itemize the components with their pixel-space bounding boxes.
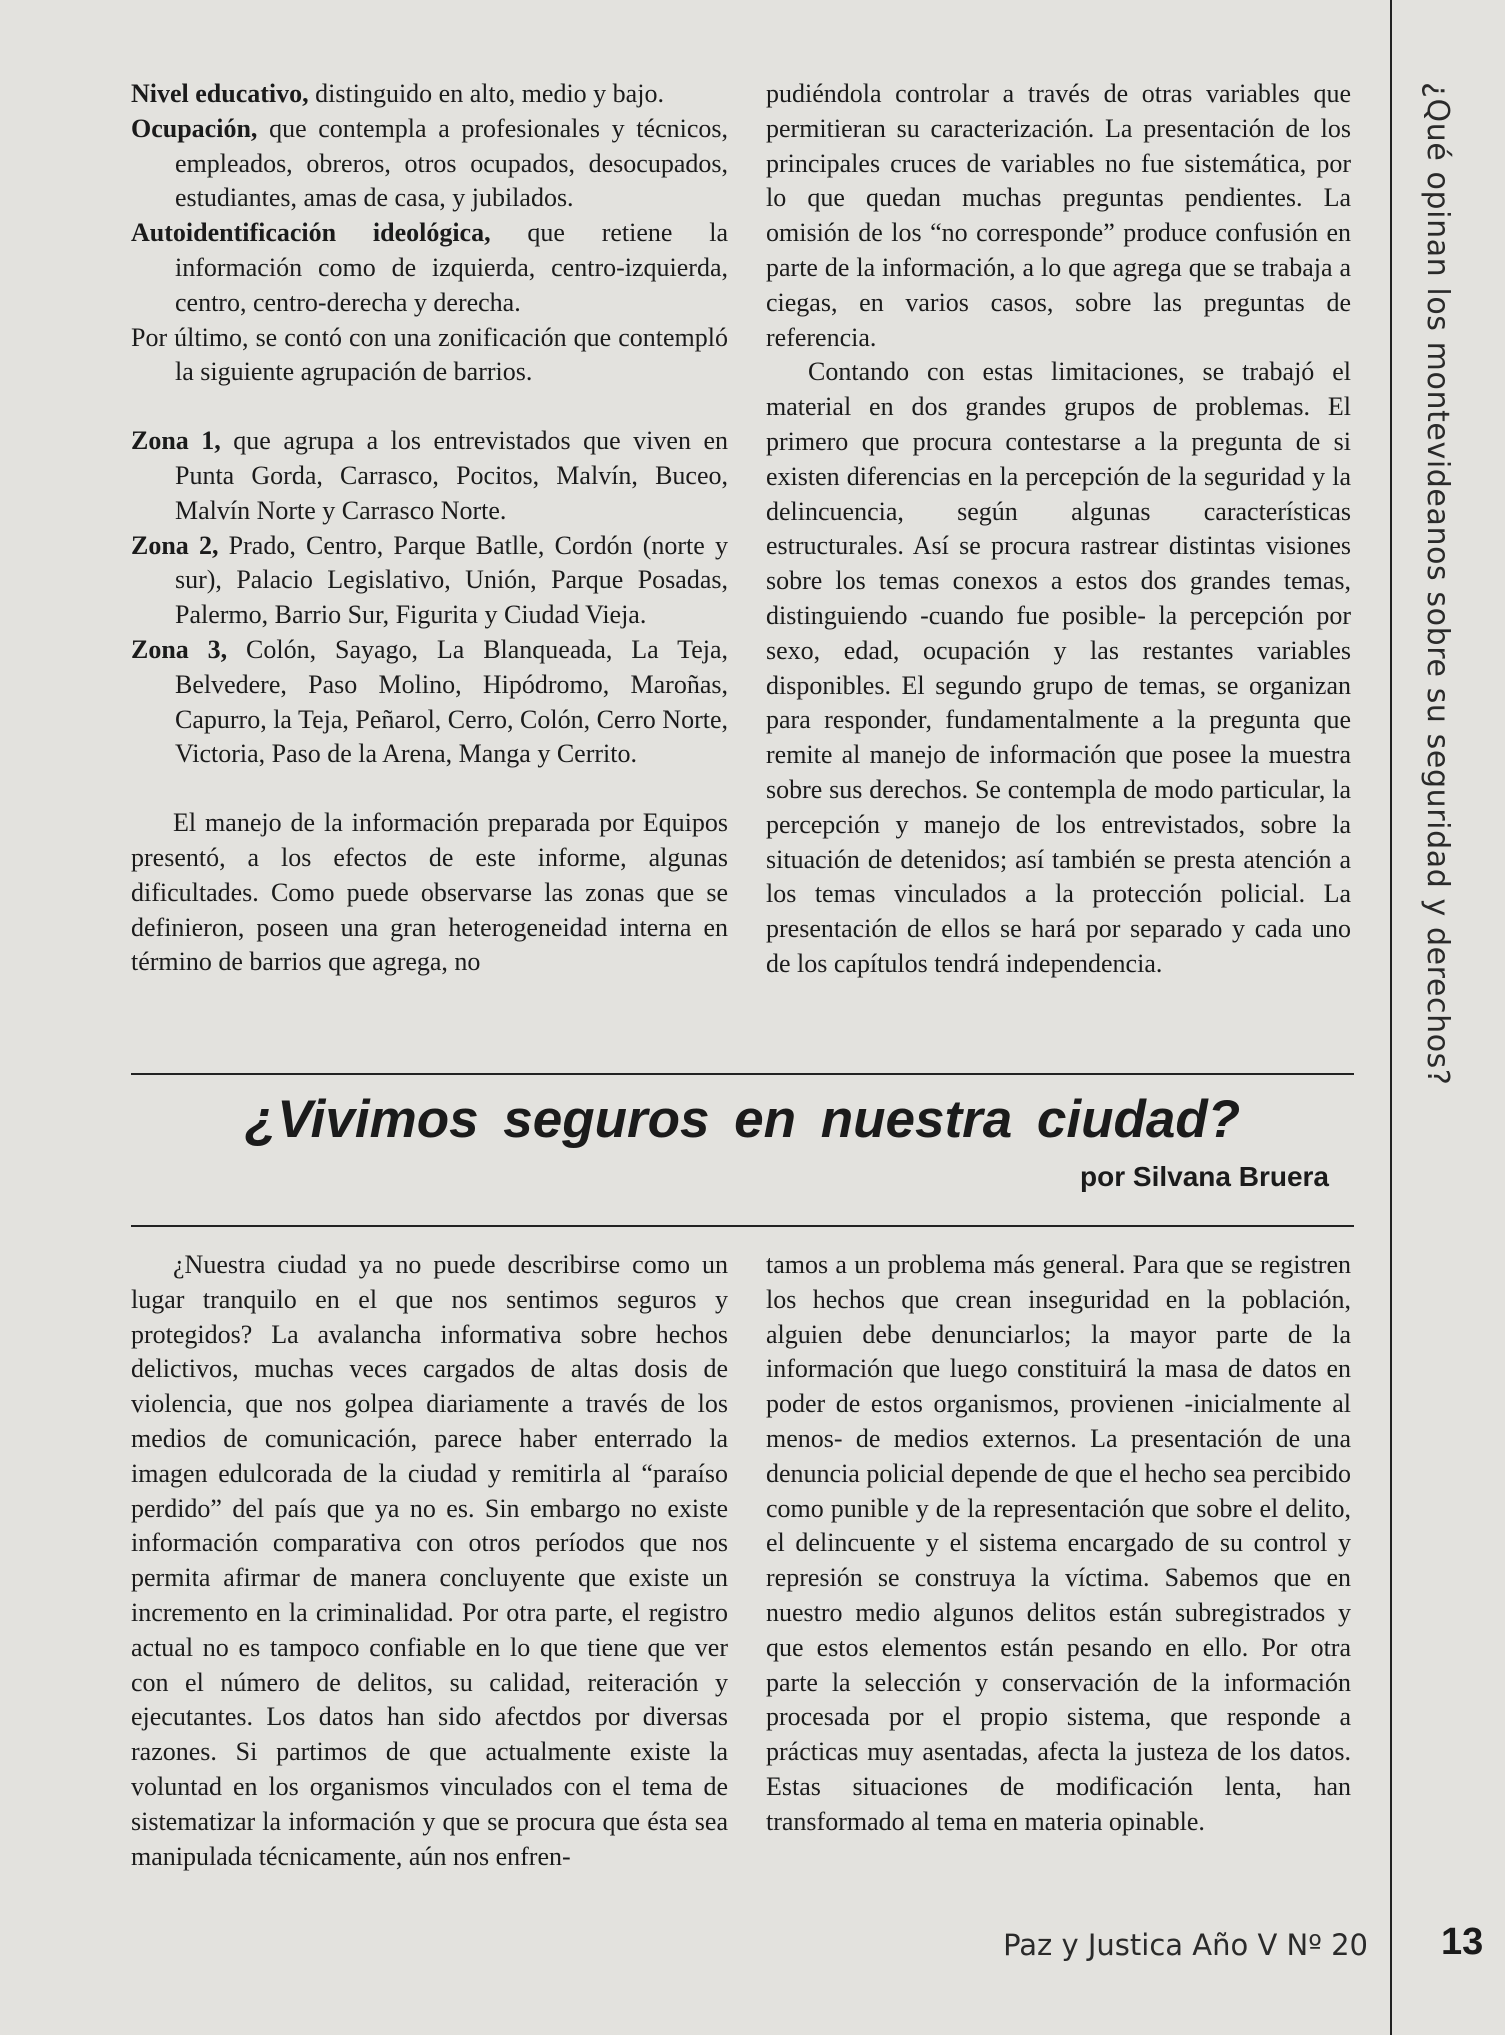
headline-rule-top (131, 1073, 1354, 1075)
headline-rule-bottom (131, 1225, 1354, 1227)
article-byline: por Silvana Bruera (1080, 1161, 1329, 1192)
list-term: Ocupación, (131, 113, 258, 143)
intro-right-column (766, 77, 1351, 982)
list-text: que contempla a profesionales y técnicos, empleados, obreros, otros ocupados, desocupados, estudiantes, amas de casa, y jubilados. (175, 113, 728, 213)
page-number: 13 (1441, 1921, 1484, 1963)
article-right-column (766, 1248, 1351, 1840)
list-text: distinguido en alto, medio y bajo. (308, 79, 664, 108)
zone-term: Zona 2, (131, 530, 219, 560)
body-paragraph: El manejo de la información preparada por Equipos presentó, a los efectos de este informe, algunas dificultades. Como puede observarse las zonas que se definieron, poseen una gran heterogeneidad interna en término de barrios que agrega, no (131, 808, 728, 977)
body-paragraph: tamos a un problema más general. Para que se registren los hechos que crean inseguridad en la población, alguien debe denunciarlos; la mayor parte de la información que luego constituirá la masa de datos en poder de estos organismos, provienen -inicialmente al menos- de medios externos. La presentación de una denuncia policial depende de que el hecho sea percibido como punible y de la representación que sobre el delito, el delincuente y el sistema encargado de su control y represión se construya la víctima. Sabemos que en nuestro medio algunos delitos están subregistrados y que estos elementos están pesando en ello. Por otra parte la selección y conservación de la información procesada por el propio sistema, que responde a prácticas muy asentadas, afecta la justeza de los datos. Estas situaciones de modificación lenta, han transformado al tema en materia opinable. (766, 1250, 1351, 1836)
body-paragraph: Contando con estas limitaciones, se trabajó el material en dos grandes grupos de problemas. El primero que procura contestarse a la pregunta de si existen diferencias en la percepción de la seguridad y la delincuencia, según algunas características estructurales. Así se procura rastrear distintas visiones sobre los temas conexos a estos dos grandes temas, distinguiendo -cuando fue posible- la percepción por sexo, edad, ocupación y las restantes variables disponibles. El segundo grupo de temas, se organizan para responder, fundamentalmente a la pregunta que remite al manejo de información que posee la muestra sobre sus derechos. Se contempla de modo particular, la percepción y manejo de los entrevistados, sobre la situación de detenidos; así también se presta atención a los temas vinculados a la protección policial. La presentación de ellos se hará por separado y cada uno de los capítulos tendrá independencia. (766, 357, 1351, 978)
list-item (131, 112, 728, 216)
list-text: que retiene la información como de izquierda, centro-izquierda, centro, centro-derecha y derecha. (175, 218, 728, 317)
zone-text: Colón, Sayago, La Blanqueada, La Teja, Belvedere, Paso Molino, Hipódromo, Maroñas, Capurro, la Teja, Peñarol, Cerro, Colón, Cerro Norte, Victoria, Paso de la Arena, Manga y Cerrito. (175, 634, 728, 769)
running-title: ¿Qué opinan los montevideanos sobre su seguridad y derechos? (1420, 82, 1455, 1086)
list-text: Por último, se contó con una zonificación que contempló la siguiente agrupación de barrios. (131, 322, 728, 387)
vertical-divider (1390, 0, 1392, 2035)
list-item (131, 216, 728, 320)
zone-item (131, 633, 728, 772)
article-left-column (131, 1248, 728, 1874)
publication-footer: Paz y Justica Año V Nº 20 (1003, 1928, 1368, 1962)
zone-term: Zona 1, (131, 426, 221, 456)
zone-item (131, 529, 728, 633)
zone-text: que agrupa a los entrevistados que viven en Punta Gorda, Carrasco, Pocitos, Malvín, Buceo, Malvín Norte y Carrasco Norte. (175, 426, 728, 525)
list-term: Autoidentificación ideológica, (131, 218, 491, 248)
zone-item (131, 424, 728, 528)
zone-term: Zona 3, (131, 634, 228, 664)
article-title: ¿Vivimos seguros en nuestra ciudad? (244, 1090, 1241, 1149)
body-paragraph: pudiéndola controlar a través de otras variables que permitieran su caracterización. La presentación de los principales cruces de variables no fue sistemática, por lo que quedan muchas preguntas pendientes. La omisión de los “no corresponde” produce confusión en parte de la información, a lo que agrega que se trabaja a ciegas, en varios casos, sobre las preguntas de referencia. (766, 79, 1351, 352)
list-item (131, 321, 728, 391)
body-paragraph: ¿Nuestra ciudad ya no puede describirse como un lugar tranquilo en el que nos sentimos seguros y protegidos? La avalancha informativa sobre hechos delictivos, muchas veces cargados de altas dosis de violencia, que nos golpea diariamente a través de los medios de comunicación, parece haber enterrado la imagen edulcorada de la ciudad y remitirla al “paraíso perdido” del país que ya no es. Sin embargo no existe información comparativa con otros períodos que nos permita afirmar de manera concluyente que existe un incremento en la criminalidad. Por otra parte, el registro actual no es tampoco confiable en lo que tiene que ver con el número de delitos, su calidad, reiteración y ejecutantes. Los datos han sido afectdos por diversas razones. Si partimos de que actualmente existe la voluntad en los organismos vinculados con el tema de sistematizar la información y que se procura que ésta sea manipulada técnicamente, aún nos enfren- (131, 1250, 728, 1871)
list-item (131, 77, 728, 112)
zone-text: Prado, Centro, Parque Batlle, Cordón (norte y sur), Palacio Legislativo, Unión, Parque Posadas, Palermo, Barrio Sur, Figurita y Ciudad Vieja. (175, 530, 728, 630)
list-term: Nivel educativo, (131, 79, 309, 108)
intro-left-column (131, 77, 728, 980)
